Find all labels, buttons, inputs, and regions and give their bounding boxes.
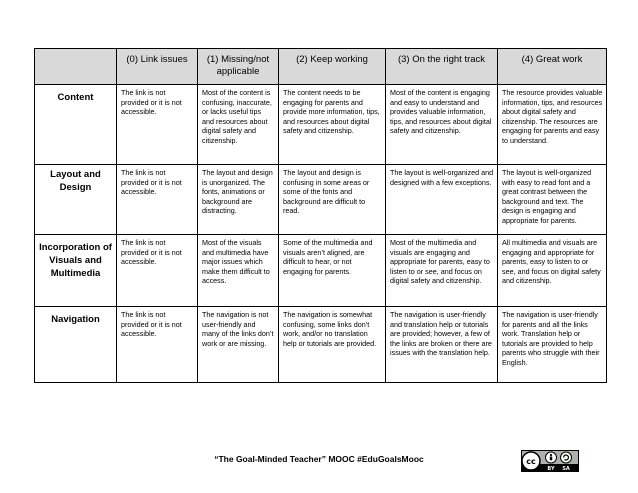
criterion-layout-design: Layout and Design [35, 165, 117, 235]
table-cell: Most of the content is engaging and easy to understand and provides valuable information, tips, and resources about digital safety and citizenship. [386, 85, 498, 165]
table-row [35, 165, 607, 235]
level-header-2: (2) Keep working [279, 49, 386, 85]
table-cell: The navigation is user-friendly and translation help or tutorials are provided; however, a few of the links are broken or there are issues with the translation help. [386, 307, 498, 383]
table-cell: The link is not provided or it is not accessible. [117, 85, 198, 165]
table-cell: Some of the multimedia and visuals aren’t aligned, are difficult to hear, or not engaging for parents. [279, 235, 386, 307]
table-cell: The layout is well-organized with easy to read font and a great contrast between the background and text. The design is engaging and appropriate for parents. [498, 165, 607, 235]
table-cell: The layout is well-organized and designed with a few exceptions. [386, 165, 498, 235]
table-cell: The layout and design is confusing in some areas or some of the fonts and background are difficult to read. [279, 165, 386, 235]
table-cell: The navigation is somewhat confusing, some links don’t work, and/or no translation help or tutorials are provided. [279, 307, 386, 383]
rubric-table [34, 48, 607, 383]
table-cell: Most of the visuals and multimedia have major issues which make them difficult to access. [198, 235, 279, 307]
table-cell: The link is not provided or it is not accessible. [117, 235, 198, 307]
table-cell: Most of the content is confusing, inaccurate, or lacks useful tips and resources about digital safety and citizenship. [198, 85, 279, 165]
table-cell: The link is not provided or it is not accessible. [117, 307, 198, 383]
table-cell: Most of the multimedia and visuals are engaging and appropriate for parents, easy to listen to or see, and focus on digital safety and citizenship. [386, 235, 498, 307]
table-cell: The layout and design is unorganized. The fonts, animations or background are distracting. [198, 165, 279, 235]
header-corner [35, 49, 117, 85]
cc-by-sa-icon [521, 450, 579, 472]
level-header-1: (1) Missing/not applicable [198, 49, 279, 85]
level-header-4: (4) Great work [498, 49, 607, 85]
criterion-navigation: Navigation [35, 307, 117, 383]
footer-credit: “The Goal-Minded Teacher” MOOC #EduGoalsMooc [214, 454, 424, 464]
table-cell: The resource provides valuable information, tips, and resources about digital safety and citizenship. The resources are engaging for parents and easy to understand. [498, 85, 607, 165]
by-badge-text: BY [547, 466, 555, 472]
table-cell: The navigation is user-friendly for parents and all the links work. Translation help or tutorials are provided to help parents who struggle with their English. [498, 307, 607, 383]
level-header-3: (3) On the right track [386, 49, 498, 85]
table-cell: The navigation is not user-friendly and many of the links don’t work or are missing. [198, 307, 279, 383]
level-header-0: (0) Link issues [117, 49, 198, 85]
criterion-visuals-multimedia: Incorporation of Visuals and Multimedia [35, 235, 117, 307]
criterion-content: Content [35, 85, 117, 165]
table-row [35, 85, 607, 165]
table-cell: The link is not provided or it is not accessible. [117, 165, 198, 235]
cc-badge-text: cc [526, 457, 536, 466]
table-cell: The content needs to be engaging for parents and provide more information, tips, and resources about digital safety and citizenship. [279, 85, 386, 165]
table-row [35, 235, 607, 307]
header-row [35, 49, 607, 85]
cc-license-badge [521, 450, 579, 472]
table-cell: All multimedia and visuals are engaging and appropriate for parents, easy to listen to or see, and focus on digital safety and citizenship. [498, 235, 607, 307]
sa-badge-text: SA [562, 466, 570, 472]
table-row [35, 307, 607, 383]
